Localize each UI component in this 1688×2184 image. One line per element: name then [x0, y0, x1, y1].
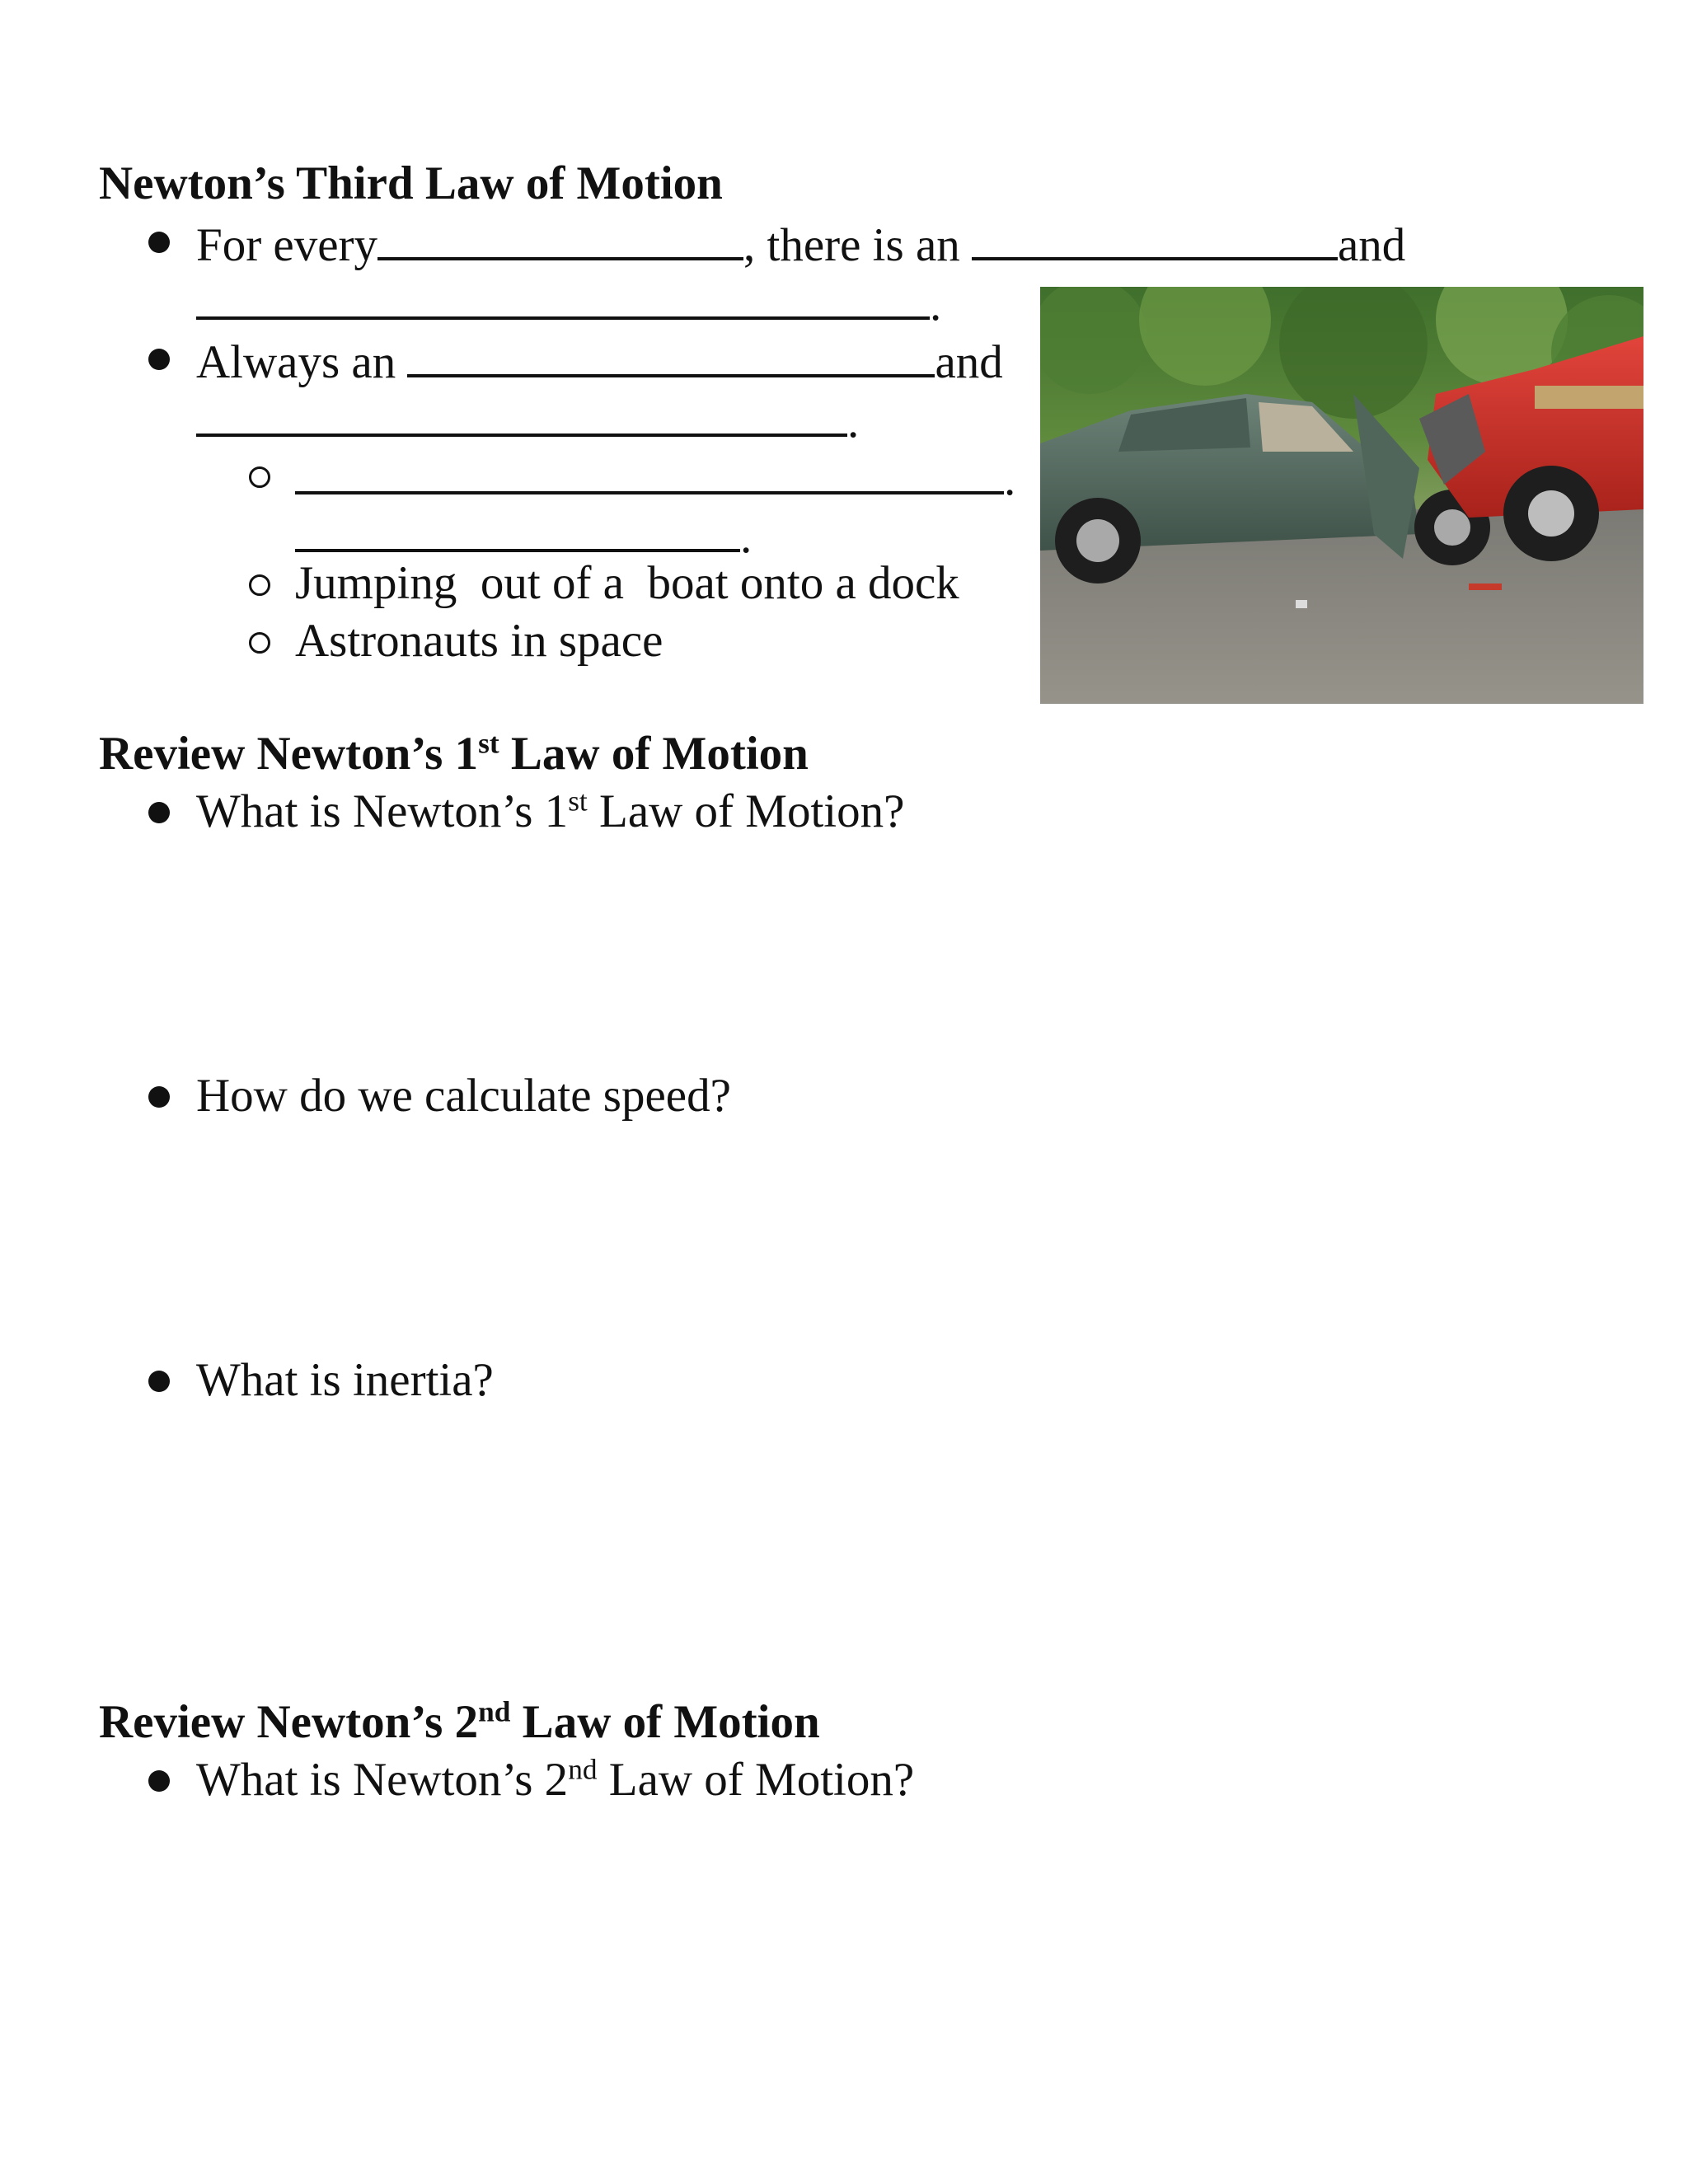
section-heading-third-law: Newton’s Third Law of Motion: [99, 157, 723, 209]
fill-in-line-1: For every , there is an and: [196, 213, 1405, 274]
bullet-dot: [148, 1086, 170, 1108]
blank-line[interactable]: [196, 389, 847, 437]
bullet-dot: [148, 1770, 170, 1792]
blank-line[interactable]: [407, 330, 935, 377]
blank-line[interactable]: [196, 272, 930, 320]
section-heading-second-law: Review Newton’s 2nd Law of Motion: [99, 1695, 820, 1748]
section-heading-first-law: Review Newton’s 1st Law of Motion: [99, 727, 809, 780]
sub-bullet-circle: [249, 466, 270, 488]
bullet-dot: [148, 232, 170, 253]
fill-in-line-2: Always an and: [196, 330, 1003, 391]
blank-line[interactable]: [295, 447, 1004, 494]
question-inertia: What is inertia?: [196, 1354, 494, 1406]
car-crash-illustration: [1040, 287, 1643, 704]
bullet-dot: [148, 349, 170, 370]
blank-line[interactable]: [295, 504, 740, 552]
car-crash-photo: [1040, 287, 1643, 704]
blank-line[interactable]: [377, 213, 743, 260]
question-speed: How do we calculate speed?: [196, 1070, 731, 1122]
sub-fill-in-line: .: [295, 447, 1015, 509]
fill-in-line-2-cont: .: [196, 389, 859, 451]
bullet-dot: [148, 802, 170, 823]
fill-in-line-1-cont: .: [196, 272, 941, 334]
question-second-law: What is Newton’s 2nd Law of Motion?: [196, 1753, 915, 1806]
sub-fill-in-line-cont: .: [295, 504, 752, 566]
sub-item-boat: Jumping out of a boat onto a dock: [295, 557, 959, 609]
sub-bullet-circle: [249, 632, 270, 654]
question-first-law: What is Newton’s 1st Law of Motion?: [196, 785, 905, 837]
blank-line[interactable]: [972, 213, 1338, 260]
sub-bullet-circle: [249, 574, 270, 596]
bullet-dot: [148, 1371, 170, 1392]
sub-item-astronauts: Astronauts in space: [295, 615, 663, 667]
